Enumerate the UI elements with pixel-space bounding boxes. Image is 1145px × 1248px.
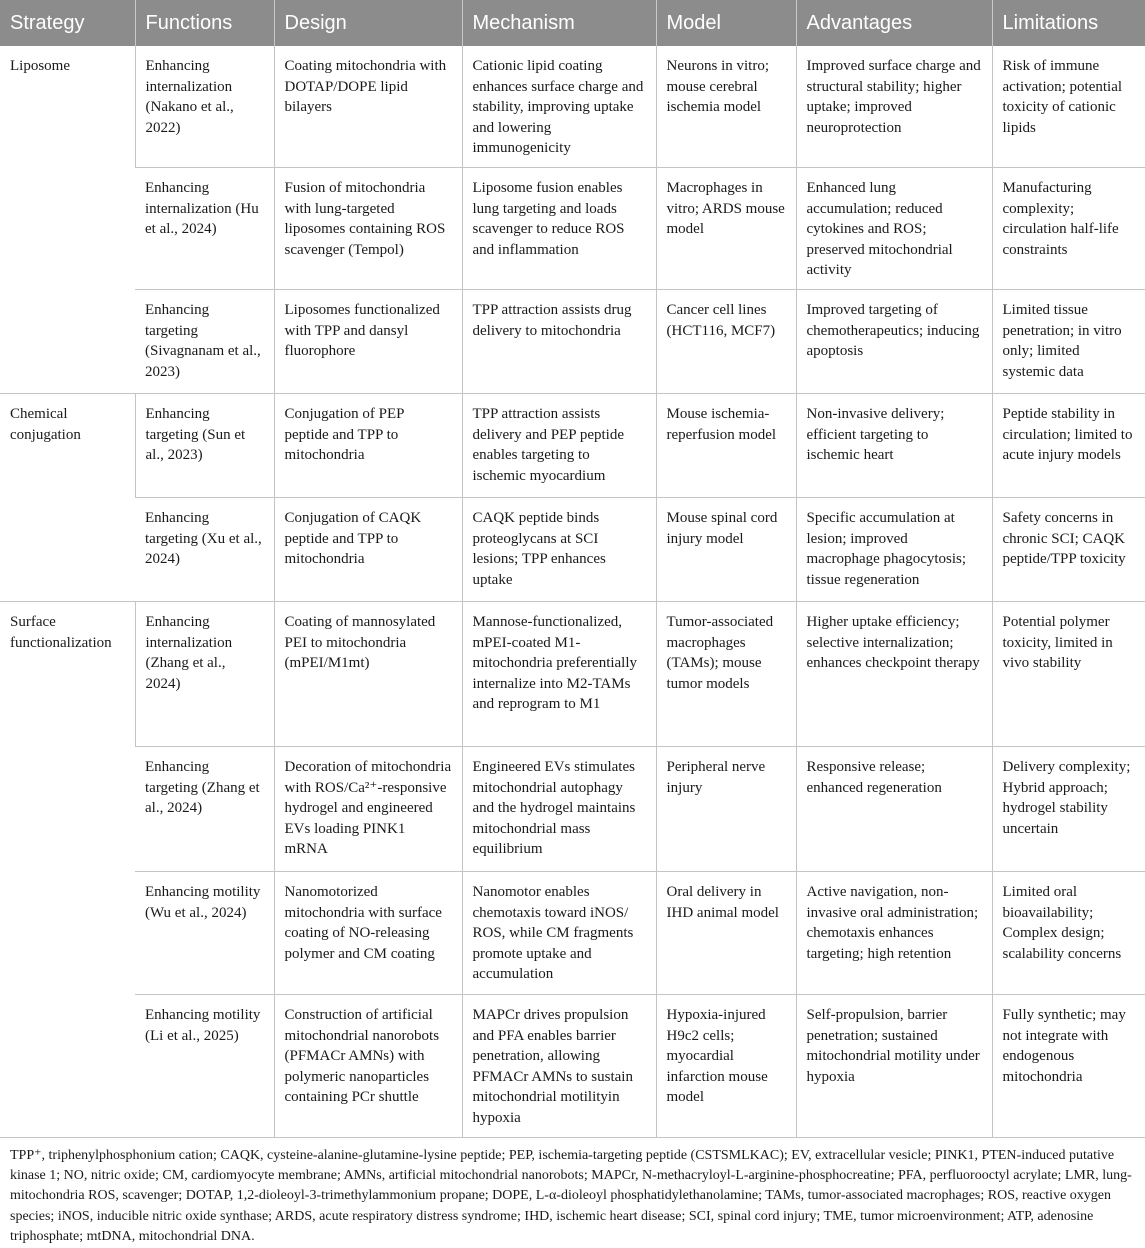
design-cell: Coating mitochondria with DOTAP/DOPE lipid bilayers [274, 46, 462, 167]
mechanism-cell: TPP attraction assists drug delivery to mitochondria [462, 289, 656, 393]
function-cell: Enhancing internalization (Zhang et al., 2024) [135, 601, 274, 746]
limitations-cell: Fully synthetic; may not integrate with endogenous mitochondria [992, 994, 1145, 1137]
design-cell: Liposomes functionalized with TPP and dansyl fluorophore [274, 289, 462, 393]
model-cell: Peripheral nerve injury [656, 746, 796, 871]
mechanism-cell: Engineered EVs stimulates mitochondrial autophagy and the hydrogel maintains mitochondrial mass equilibrium [462, 746, 656, 871]
table-row [0, 167, 1145, 289]
design-cell: Fusion of mitochondria with lung-targeted liposomes containing ROS scavenger (Tempol) [274, 167, 462, 289]
mechanism-cell: Cationic lipid coating enhances surface charge and stability, improving uptake and lowering immunogenicity [462, 46, 656, 167]
design-cell: Conjugation of PEP peptide and TPP to mitochondria [274, 393, 462, 497]
model-cell: Tumor-associated macrophages (TAMs); mouse tumor models [656, 601, 796, 746]
table-row [0, 289, 1145, 393]
mechanism-cell: CAQK peptide binds proteoglycans at SCI lesions; TPP enhances uptake [462, 497, 656, 601]
table-row [0, 601, 1145, 746]
limitations-cell: Risk of immune activation; potential toxicity of cationic lipids [992, 46, 1145, 167]
advantages-cell: Specific accumulation at lesion; improved macrophage phagocytosis; tissue regeneration [796, 497, 992, 601]
limitations-cell: Peptide stability in circulation; limited to acute injury models [992, 393, 1145, 497]
advantages-cell: Responsive release; enhanced regeneration [796, 746, 992, 871]
model-cell: Macrophages in vitro; ARDS mouse model [656, 167, 796, 289]
design-cell: Decoration of mitochondria with ROS/Ca²⁺-responsive hydrogel and engineered EVs loading PINK1 mRNA [274, 746, 462, 871]
strategy-cell: Surface functionalization [0, 601, 135, 1137]
advantages-cell: Non-invasive delivery; efficient targeting to ischemic heart [796, 393, 992, 497]
strategy-cell: Chemical conjugation [0, 393, 135, 601]
mechanism-cell: MAPCr drives propulsion and PFA enables barrier penetration, allowing PFMACr AMNs to sustain mitochondrial motilityin hypoxia [462, 994, 656, 1137]
table-row [0, 871, 1145, 994]
model-cell: Mouse ischemia-reperfusion model [656, 393, 796, 497]
function-cell: Enhancing targeting (Sun et al., 2023) [135, 393, 274, 497]
advantages-cell: Enhanced lung accumulation; reduced cytokines and ROS; preserved mitochondrial activity [796, 167, 992, 289]
header-design: Design [274, 0, 462, 46]
limitations-cell: Manufacturing complexity; circulation half-life constraints [992, 167, 1145, 289]
advantages-cell: Self-propulsion, barrier penetration; sustained mitochondrial motility under hypoxia [796, 994, 992, 1137]
function-cell: Enhancing internalization (Nakano et al., 2022) [135, 46, 274, 167]
header-strategy: Strategy [0, 0, 135, 46]
mechanism-cell: Mannose-functionalized, mPEI-coated M1-mitochondria preferentially internalize into M2-TAMs and reprogram to M1 [462, 601, 656, 746]
table-footnote: TPP⁺, triphenylphosphonium cation; CAQK, cysteine-alanine-glutamine-lysine peptide; PEP, ischemia-targeting peptide (CSTSMLKAC); EV, extracellular vesicle; PINK1, PTEN-induced putative kinase 1; NO, nitric oxide; CM, cardiomyocyte membrane; AMNs, artificial mitochondrial nanorobots; MAPCr, N-methacryloyl-L-arginine-phosphocreatine; PFA, perfluorooctyl acrylate; LMR, lung-mitochondria ROS, scavenger; DOTAP, 1,2-dioleoyl-3-trimethylammonium propane; DOPE, L-α-dioleoyl phosphatidylethanolamine; TAMs, tumor-associated macrophages; ROS, reactive oxygen species; iNOS, inducible nitric oxide synthase; ARDS, acute respiratory distress syndrome; IHD, ischemic heart disease; SCI, spinal cord injury; TME, tumor microenvironment; ATP, adenosine triphosphate; mtDNA, mitochondrial DNA. [10, 1147, 1132, 1245]
table-row [0, 46, 1145, 167]
design-cell: Construction of artificial mitochondrial nanorobots (PFMACr AMNs) with polymeric nanoparticles containing PCr shuttle [274, 994, 462, 1137]
model-cell: Mouse spinal cord injury model [656, 497, 796, 601]
header-limitations: Limitations [992, 0, 1145, 46]
advantages-cell: Active navigation, non-invasive oral administration; chemotaxis enhances targeting; high retention [796, 871, 992, 994]
limitations-cell: Potential polymer toxicity, limited in vivo stability [992, 601, 1145, 746]
mechanism-cell: Nanomotor enables chemotaxis toward iNOS/ ROS, while CM fragments promote uptake and accumulation [462, 871, 656, 994]
limitations-cell: Limited tissue penetration; in vitro only; limited systemic data [992, 289, 1145, 393]
header-model: Model [656, 0, 796, 46]
advantages-cell: Improved surface charge and structural stability; higher uptake; improved neuroprotection [796, 46, 992, 167]
function-cell: Enhancing motility (Wu et al., 2024) [135, 871, 274, 994]
model-cell: Oral delivery in IHD animal model [656, 871, 796, 994]
table-row [0, 746, 1145, 871]
table-row [0, 994, 1145, 1137]
header-functions: Functions [135, 0, 274, 46]
function-cell: Enhancing targeting (Xu et al., 2024) [135, 497, 274, 601]
design-cell: Nanomotorized mitochondria with surface coating of NO-releasing polymer and CM coating [274, 871, 462, 994]
function-cell: Enhancing targeting (Zhang et al., 2024) [135, 746, 274, 871]
table-row [0, 497, 1145, 601]
function-cell: Enhancing motility (Li et al., 2025) [135, 994, 274, 1137]
header-mechanism: Mechanism [462, 0, 656, 46]
model-cell: Cancer cell lines (HCT116, MCF7) [656, 289, 796, 393]
advantages-cell: Higher uptake efficiency; selective internalization; enhances checkpoint therapy [796, 601, 992, 746]
design-cell: Conjugation of CAQK peptide and TPP to mitochondria [274, 497, 462, 601]
mechanism-cell: Liposome fusion enables lung targeting and loads scavenger to reduce ROS and inflammation [462, 167, 656, 289]
table-row [0, 393, 1145, 497]
header-row [0, 0, 1145, 46]
design-cell: Coating of mannosylated PEI to mitochondria (mPEI/M1mt) [274, 601, 462, 746]
limitations-cell: Safety concerns in chronic SCI; CAQK peptide/TPP toxicity [992, 497, 1145, 601]
model-cell: Hypoxia-injured H9c2 cells; myocardial infarction mouse model [656, 994, 796, 1137]
limitations-cell: Delivery complexity; Hybrid approach; hydrogel stability uncertain [992, 746, 1145, 871]
strategy-cell: Liposome [0, 46, 135, 393]
model-cell: Neurons in vitro; mouse cerebral ischemia model [656, 46, 796, 167]
header-advantages: Advantages [796, 0, 992, 46]
mechanism-cell: TPP attraction assists delivery and PEP peptide enables targeting to ischemic myocardium [462, 393, 656, 497]
function-cell: Enhancing internalization (Hu et al., 2024) [135, 167, 274, 289]
limitations-cell: Limited oral bioavailability; Complex design; scalability concerns [992, 871, 1145, 994]
advantages-cell: Improved targeting of chemotherapeutics; inducing apoptosis [796, 289, 992, 393]
function-cell: Enhancing targeting (Sivagnanam et al., 2023) [135, 289, 274, 393]
